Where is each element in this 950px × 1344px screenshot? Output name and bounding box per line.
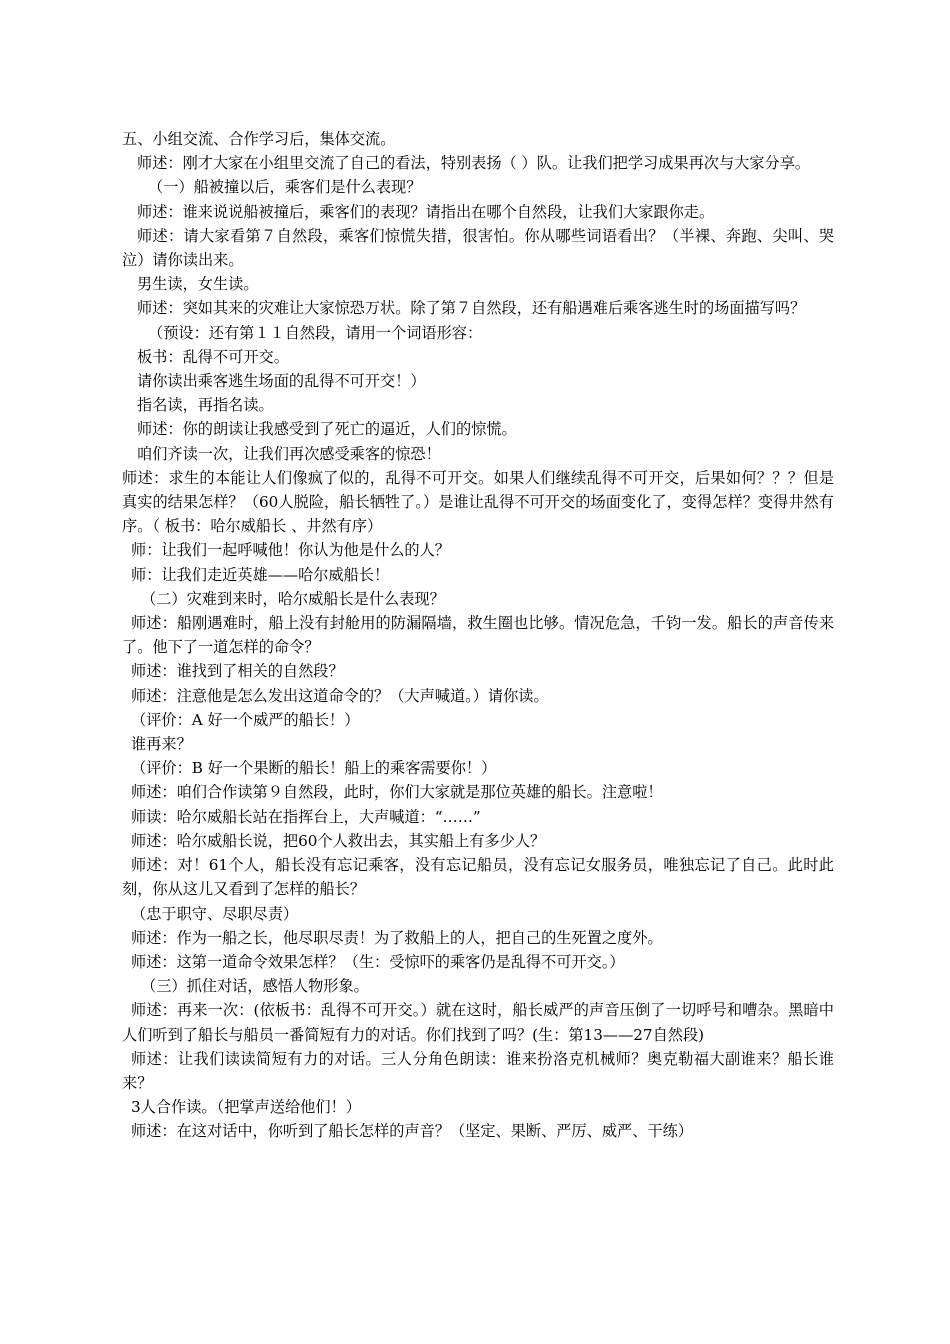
paragraph: 师述：哈尔威船长说，把60个人救出去，其实船上有多少人？ <box>131 831 546 850</box>
paragraph: 师述：这第一道命令效果怎样？（生：受惊吓的乘客仍是乱得不可开交。） <box>131 952 625 971</box>
section-heading: 五、小组交流、合作学习后，集体交流。 <box>122 130 396 148</box>
paragraph: 咱们齐读一次，让我们再次感受乘客的惊恐！ <box>137 444 441 463</box>
paragraph: 师述：再来一次：(依板书：乱得不可开交。）就在这时，船长威严的声音压倒了一切呼号和嘈杂。黑暗中人们听到了船长与船员一番简短有力的对话。你们找到了吗？(生：第13——27自然段) <box>122 1001 834 1044</box>
paragraph: 师述：注意他是怎么发出这道命令的？（大声喊道。）请你读。 <box>131 686 549 705</box>
paragraph: 师：让我们一起呼喊他！你认为他是什么的人？ <box>131 541 450 560</box>
paragraph: 板书：乱得不可开交。 <box>137 347 289 366</box>
document-body <box>122 127 834 1144</box>
subsection-heading: （二）灾难到来时，哈尔威船长是什么表现？ <box>141 589 445 608</box>
paragraph: 师述：你的朗读让我感受到了死亡的逼近，人们的惊慌。 <box>137 420 517 439</box>
paragraph: 男生读，女生读。 <box>137 275 259 294</box>
paragraph: 师述：请大家看第７自然段，乘客们惊慌失措，很害怕。你从哪些词语看出？（半裸、奔跑、尖叫、哭泣）请你读出来。 <box>122 226 834 270</box>
paragraph: （预设：还有第１１自然段，请用一个词语形容： <box>148 323 483 342</box>
paragraph: 师：让我们走近英雄——哈尔威船长！ <box>131 565 390 584</box>
paragraph: 师读：哈尔威船长站在指挥台上，大声喊道：“……” <box>131 807 481 826</box>
paragraph: 师述：对！61个人，船长没有忘记乘客，没有忘记船员，没有忘记女服务员，唯独忘记了自己。此时此刻，你从这儿又看到了怎样的船长？ <box>122 856 834 899</box>
paragraph: 师述：刚才大家在小组里交流了自己的看法，特别表扬（ ）队。让我们把学习成果再次与大家分享。 <box>137 154 811 173</box>
paragraph: （评价：B 好一个果断的船长！船上的乘客需要你！） <box>131 759 497 778</box>
paragraph: 师述：在这对话中，你听到了船长怎样的声音？（坚定、果断、严厉、威严、干练） <box>131 1122 693 1141</box>
subsection-heading: （一）船被撞以后，乘客们是什么表现？ <box>148 178 422 197</box>
paragraph: 师述：作为一船之长，他尽职尽责！为了救船上的人，把自己的生死置之度外。 <box>131 928 663 947</box>
paragraph: 师述：谁找到了相关的自然段？ <box>131 662 344 681</box>
paragraph: 谁再来？ <box>131 735 192 754</box>
paragraph: （评价：A 好一个威严的船长！） <box>131 710 360 729</box>
paragraph: 指名读，再指名读。 <box>137 396 274 415</box>
paragraph: （忠于职守、尽职尽责） <box>131 904 299 923</box>
paragraph: 师述：咱们合作读第９自然段，此时，你们大家就是那位英雄的船长。注意啦！ <box>131 783 663 802</box>
paragraph: 师述：突如其来的灾难让大家惊恐万状。除了第７自然段，还有船遇难后乘客逃生时的场面描写吗？ <box>137 299 806 318</box>
paragraph: 师述：谁来说说船被撞后，乘客们的表现？请指出在哪个自然段，让我们大家跟你走。 <box>137 202 715 221</box>
paragraph: 师述：船刚遇难时，船上没有封舱用的防漏隔墙，救生圈也比够。情况危急，千钧一发。船长的声音传来了。他下了一道怎样的命令？ <box>122 614 834 657</box>
paragraph: 师述：让我们读读简短有力的对话。三人分角色朗读：谁来扮洛克机械师？奥克勒福大副谁来？船长谁来？ <box>122 1049 834 1092</box>
paragraph: 师述：求生的本能让人们像疯了似的，乱得不可开交。如果人们继续乱得不可开交，后果如何？？？但是真实的结果怎样？（60人脱险，船长牺牲了。）是谁让乱得不可开交的场面变化了，变得怎样？变得井然有序。（ 板书：哈尔威船长 、井然有序） <box>122 468 834 536</box>
paragraph: 3人合作读。（把掌声送给他们！） <box>131 1098 361 1117</box>
paragraph: 请你读出乘客逃生场面的乱得不可开交！） <box>137 372 426 391</box>
subsection-heading: （三）抓住对话，感悟人物形象。 <box>141 977 369 996</box>
